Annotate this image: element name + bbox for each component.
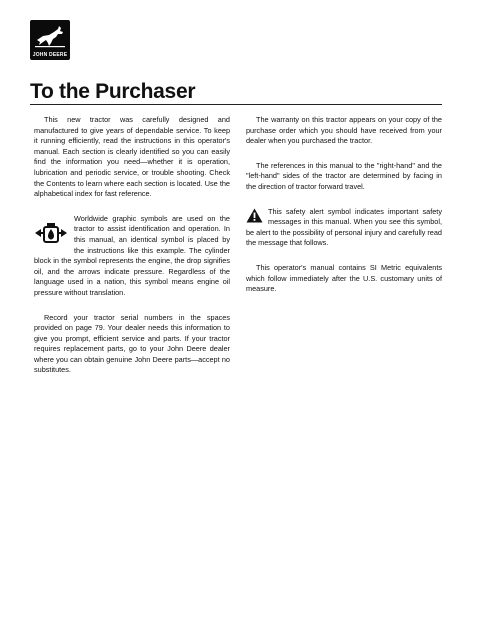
engine-oil-pressure-icon [34, 218, 68, 246]
graphic-symbols-section [34, 214, 230, 299]
logo-wordmark: JOHN DEERE [32, 52, 68, 58]
title-divider [30, 104, 442, 105]
right-column [246, 115, 442, 309]
john-deere-logo [30, 20, 70, 60]
graphic-symbols-paragraph: Worldwide graphic symbols are used on the tractor to assist identification and operation. In this manual, an identical symbol is placed by the instructions like this example. The cylinder block in the symbol represents the engine, the drop signifies oil, and the arrows indicate pressure. Regardless of the language used in a nation, this symbol means engine oil pressure without translation. [34, 213, 230, 297]
intro-paragraph: This new tractor was carefully designed and manufactured to give years of dependable service. To keep it running efficiently, read the instructions in this operator's manual. Each section is clearly identified so you can easily find the information you need—whether it is operation, lubrication and periodic service, or trouble shooting. Check the Contents to learn where each section is located. Use the alphabetical index for fast reference. [34, 115, 230, 199]
safety-alert-paragraph: This safety alert symbol indicates important safety messages in this manual. When you see this symbol, be alert to the possibility of personal injury and carefully read the message that follows. [246, 206, 442, 248]
leaping-deer-icon [34, 23, 66, 49]
safety-alert-section [246, 207, 442, 249]
right-left-hand-paragraph: The references in this manual to the "right-hand" and the "left-hand" sides of the tractor are determined by facing in the direction of tractor forward travel. [246, 160, 442, 191]
metric-units-paragraph: This operator's manual contains SI Metric equivalents which follow immediately after the U.S. customary units of measure. [246, 262, 442, 294]
warranty-paragraph: The warranty on this tractor appears on your copy of the purchase order which you should have received from your dealer when you purchased the tractor. [246, 115, 442, 146]
serial-numbers-paragraph: Record your tractor serial numbers in the spaces provided on page 79. Your dealer needs this information to give you prompt, efficient service and parts. If your tractor requires replacement parts, go to your John Deere dealer where you can obtain genuine John Deere parts—accept no substitutes. [34, 312, 230, 375]
page-title: To the Purchaser [30, 80, 196, 103]
left-column [34, 115, 230, 390]
safety-alert-icon [246, 208, 263, 223]
